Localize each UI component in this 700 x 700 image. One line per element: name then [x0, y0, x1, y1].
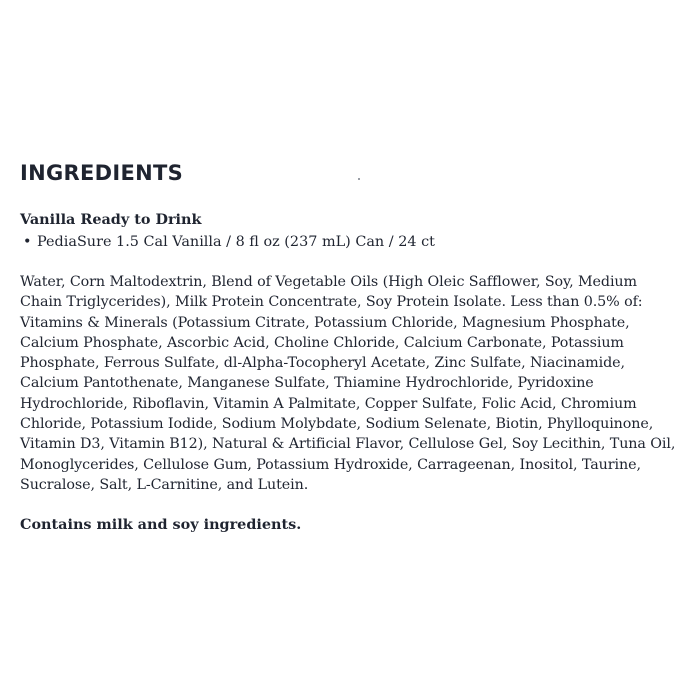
ingredients-text: Water, Corn Maltodextrin, Blend of Vegetable Oils (High Oleic Safflower, Soy, Medium Chain Triglycerides), Milk Protein Concentrate, Soy Protein Isolate. Less than 0.5% of: Vitamins & Minerals (Potassium Citrate, Potassium Chloride, Magnesium Phosphate, Calcium Phosphate, Ascorbic Acid, Choline Chloride, Calcium Carbonate, Potassium Phosphate, Ferrous Sulfate, dl-Alpha-Tocopheryl Acetate, Zinc Sulfate, Niacinamide, Calcium Pantothenate, Manganese Sulfate, Thiamine Hydrochloride, Pyridoxine Hydrochloride, Riboflavin, Vitamin A Palmitate, Copper Sulfate, Folic Acid, Chromium Chloride, Potassium Iodide, Sodium Molybdate, Sodium Selenate, Biotin, Phylloquinone, Vitamin D3, Vitamin B12), Natural & Artificial Flavor, Cellulose Gel, Soy Lecithin, Tuna Oil, Monoglycerides, Cellulose Gum, Potassium Hydroxide, Carrageenan, Inositol, Taurine, Sucralose, Salt, L-Carnitine, and Lutein. — [20, 274, 676, 493]
allergen-statement: Contains milk and soy ingredients. — [20, 516, 302, 534]
product-list-item-label: PediaSure 1.5 Cal Vanilla / 8 fl oz (237 mL) Can / 24 ct — [37, 234, 435, 250]
ingredients-document — [20, 156, 682, 536]
ingredients-heading: INGREDIENTS — [20, 161, 184, 185]
product-list-item — [23, 231, 682, 253]
product-list — [20, 231, 682, 253]
product-title: Vanilla Ready to Drink — [20, 211, 202, 228]
bullet-icon: • — [23, 234, 32, 250]
